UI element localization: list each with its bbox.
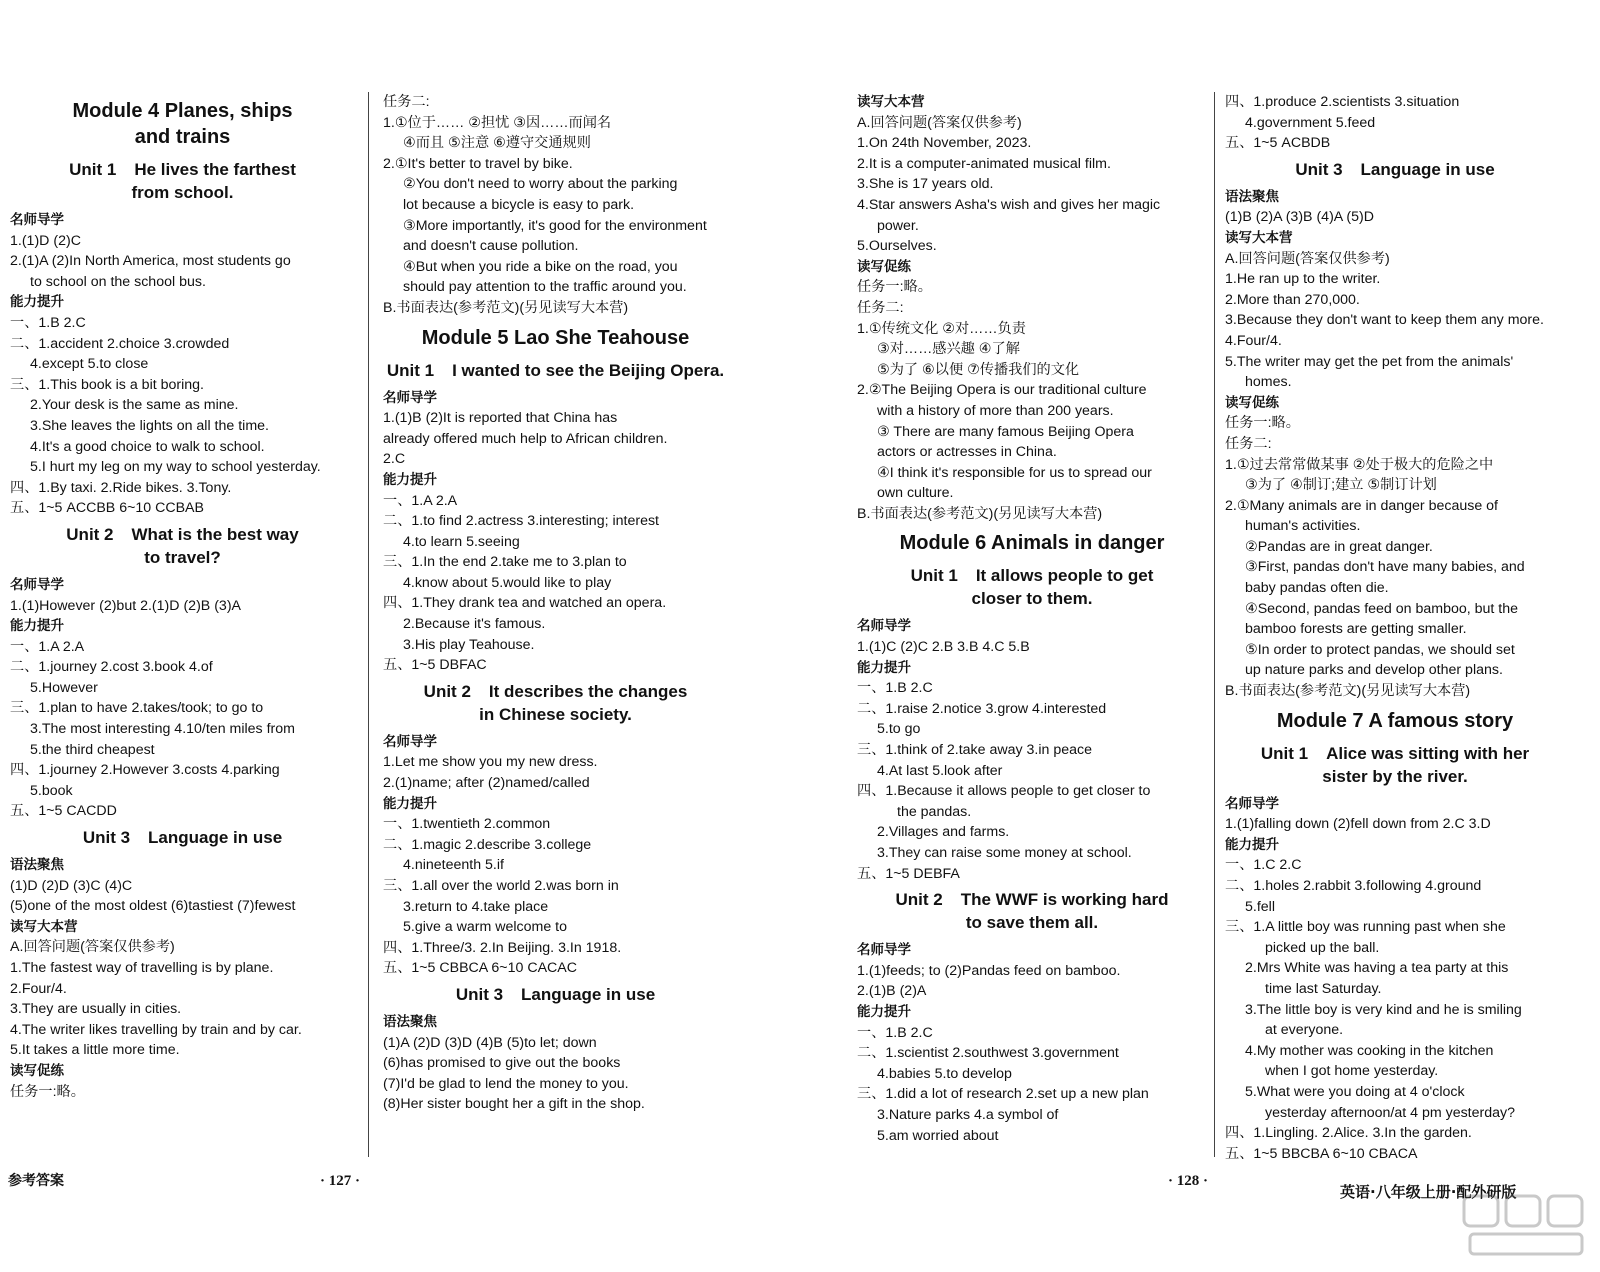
answer-line: 1.①位于…… ②担忧 ③因……而闻名 bbox=[383, 114, 612, 131]
answer-line: 二、1.holes 2.rabbit 3.following 4.ground bbox=[1225, 878, 1482, 894]
answer-line: 4.Star answers Asha's wish and gives her magic bbox=[857, 196, 1161, 213]
answer-line: 4.At last 5.look after bbox=[877, 762, 1003, 779]
answer-line: 三、1.In the end 2.take me to 3.plan to bbox=[383, 554, 627, 571]
answer-line: 2.More than 270,000. bbox=[1225, 291, 1360, 308]
answer-line: 一、1.A 2.A bbox=[10, 638, 85, 655]
answer-line: actors or actresses in China. bbox=[877, 444, 1057, 461]
unit-heading-line bbox=[857, 911, 1207, 934]
page-number-right: · 128 · bbox=[1168, 1173, 1209, 1189]
column-divider bbox=[1214, 92, 1215, 1157]
answer-line: ④I think it's responsible for us to spread our bbox=[877, 464, 1152, 481]
section-heading: 能力提升 bbox=[1225, 836, 1279, 853]
answer-line: A.回答问题(答案仅供参考) bbox=[857, 114, 1022, 131]
unit-heading-line bbox=[10, 158, 355, 181]
answer-line: 任务二: bbox=[857, 299, 904, 316]
section-heading: 语法聚焦 bbox=[1225, 188, 1279, 205]
unit-heading-line bbox=[383, 680, 728, 703]
answer-line: ④而且 ⑤注意 ⑥遵守交通规则 bbox=[403, 135, 591, 152]
section-heading: 名师导学 bbox=[10, 212, 64, 228]
module-heading-line: Module 7 A famous story bbox=[1276, 709, 1514, 732]
section-heading: 名师导学 bbox=[857, 618, 911, 635]
unit-title: Language in use bbox=[148, 828, 283, 848]
answer-line: 5.What were you doing at 4 o'clock bbox=[1245, 1083, 1465, 1100]
section-heading: 读写大本营 bbox=[1225, 229, 1293, 246]
answer-line: and doesn't cause pollution. bbox=[403, 238, 579, 255]
answer-line: to school on the school bus. bbox=[30, 273, 206, 290]
unit-heading bbox=[383, 359, 728, 382]
answer-line: 1.He ran up to the writer. bbox=[1225, 271, 1381, 288]
column-1 bbox=[10, 92, 355, 1102]
unit-heading bbox=[1225, 742, 1565, 788]
answer-line: 四、1.Because it allows people to get closer to bbox=[857, 783, 1151, 800]
answer-line: B.书面表达(参考范文)(另见读写大本营) bbox=[383, 299, 629, 316]
module-heading-line: Module 5 Lao She Teahouse bbox=[421, 326, 690, 349]
answer-line: 任务一:略。 bbox=[10, 1083, 85, 1100]
unit-heading bbox=[10, 826, 355, 849]
answer-line: 五、1~5 DBFAC bbox=[383, 657, 487, 674]
unit-heading-line bbox=[857, 888, 1207, 911]
answer-line: should pay attention to the traffic around you. bbox=[403, 279, 687, 296]
unit-heading-line bbox=[10, 546, 355, 569]
answer-line: yesterday afternoon/at 4 pm yesterday? bbox=[1265, 1104, 1515, 1121]
answer-line: 2.It is a computer-animated musical film. bbox=[857, 155, 1111, 172]
answer-line: 5.The writer may get the pet from the animals' bbox=[1225, 353, 1514, 370]
answer-line: 任务二: bbox=[1225, 435, 1272, 452]
answer-line: 三、1.plan to have 2.takes/took; to go to bbox=[10, 700, 264, 717]
answer-line: 1.(1)C (2)C 2.B 3.B 4.C 5.B bbox=[857, 639, 1030, 656]
answer-line: 三、1.This book is a bit boring. bbox=[10, 376, 204, 393]
answer-line: 2.Four/4. bbox=[10, 980, 67, 997]
answer-line: 2.(1)B (2)A bbox=[857, 983, 927, 1000]
answer-line: 1.①过去常常做某事 ②处于极大的危险之中 bbox=[1225, 456, 1494, 473]
answer-line: ③对……感兴趣 ④了解 bbox=[877, 341, 1020, 358]
unit-label: Unit 3 bbox=[1295, 159, 1343, 179]
answer-line: (1)A (2)D (3)D (4)B (5)to let; down bbox=[383, 1034, 597, 1051]
answer-line: 1.Let me show you my new dress. bbox=[383, 754, 598, 771]
answer-line: (6)has promised to give out the books bbox=[383, 1055, 621, 1072]
answer-line: 4.My mother was cooking in the kitchen bbox=[1245, 1042, 1494, 1059]
answer-line: lot because a bicycle is easy to park. bbox=[403, 196, 635, 213]
answer-line: human's activities. bbox=[1245, 518, 1361, 535]
answer-line: 2.Mrs White was having a tea party at this bbox=[1245, 960, 1509, 977]
section-heading: 名师导学 bbox=[1225, 795, 1279, 812]
section-heading: 能力提升 bbox=[857, 659, 911, 676]
unit-heading-line bbox=[383, 983, 728, 1006]
answer-line: 三、1.did a lot of research 2.set up a new plan bbox=[857, 1086, 1149, 1103]
answer-line: 一、1.C 2.C bbox=[1225, 857, 1302, 874]
answer-line: B.书面表达(参考范文)(另见读写大本营) bbox=[857, 505, 1103, 522]
answer-line: 1.(1)B (2)It is reported that China has bbox=[383, 410, 618, 427]
section-heading: 读写大本营 bbox=[10, 918, 78, 935]
unit-heading bbox=[10, 158, 355, 204]
footer-book-title: 英语·八年级上册·配外研版 bbox=[1340, 1183, 1517, 1201]
answer-line: with a history of more than 200 years. bbox=[877, 402, 1114, 419]
answer-line: 4.to learn 5.seeing bbox=[403, 533, 520, 550]
answer-line: 4.nineteenth 5.if bbox=[403, 857, 504, 874]
section-heading: 语法聚焦 bbox=[10, 857, 64, 874]
answer-line: 5.to go bbox=[877, 721, 921, 738]
unit-heading-line bbox=[857, 564, 1207, 587]
unit-heading-line bbox=[1225, 742, 1565, 765]
answer-line: 一、1.twentieth 2.common bbox=[383, 816, 551, 833]
answer-line: ③First, pandas don't have many babies, and bbox=[1245, 559, 1525, 576]
answer-line: 4.It's a good choice to walk to school. bbox=[30, 438, 265, 455]
answer-line: 2.①Many animals are in danger because of bbox=[1225, 497, 1498, 514]
answer-line: ④Second, pandas feed on bamboo, but the bbox=[1245, 600, 1519, 617]
answer-line: 3.Nature parks 4.a symbol of bbox=[877, 1106, 1059, 1123]
answer-line: 二、1.to find 2.actress 3.interesting; interest bbox=[383, 513, 659, 530]
unit-title: What is the best way bbox=[131, 524, 299, 544]
column-4 bbox=[1225, 92, 1565, 1164]
answer-line: ⑤In order to protect pandas, we should set bbox=[1245, 641, 1515, 658]
answer-line: 1.(1)D (2)C bbox=[10, 232, 81, 249]
unit-heading bbox=[1225, 158, 1565, 181]
answer-line: 1.(1)However (2)but 2.(1)D (2)B (3)A bbox=[10, 597, 242, 614]
answer-line: 2.Because it's famous. bbox=[403, 616, 546, 633]
answer-line: A.回答问题(答案仅供参考) bbox=[10, 939, 175, 956]
answer-line: time last Saturday. bbox=[1265, 980, 1382, 997]
answer-line: 任务一:略。 bbox=[857, 279, 932, 296]
answer-line: 二、1.magic 2.describe 3.college bbox=[383, 836, 592, 853]
module-heading-line: and trains bbox=[134, 126, 231, 148]
section-heading: 能力提升 bbox=[10, 618, 64, 635]
answer-line: when I got home yesterday. bbox=[1265, 1063, 1439, 1080]
answer-line: 5.the third cheapest bbox=[30, 741, 155, 758]
unit-label: Unit 2 bbox=[423, 681, 471, 701]
unit-label: Unit 1 bbox=[386, 360, 435, 380]
unit-title: It allows people to get bbox=[975, 566, 1154, 586]
section-heading: 能力提升 bbox=[383, 471, 437, 488]
answer-line: (1)B (2)A (3)B (4)A (5)D bbox=[1225, 209, 1374, 226]
module-heading bbox=[1225, 708, 1565, 734]
section-heading: 能力提升 bbox=[383, 795, 437, 812]
answer-line: (1)D (2)D (3)C (4)C bbox=[10, 877, 133, 894]
unit-heading-line bbox=[10, 523, 355, 546]
answer-line: 3.return to 4.take place bbox=[403, 898, 549, 915]
answer-line: 1.On 24th November, 2023. bbox=[857, 135, 1032, 152]
answer-line: 4.The writer likes travelling by train and by car. bbox=[10, 1021, 302, 1038]
answer-line: 五、1~5 ACBDB bbox=[1225, 135, 1331, 152]
unit-heading bbox=[857, 888, 1207, 934]
section-heading: 读写促练 bbox=[1225, 394, 1279, 411]
answer-line: own culture. bbox=[877, 485, 954, 502]
section-heading: 语法聚焦 bbox=[383, 1013, 437, 1030]
answer-line: homes. bbox=[1245, 374, 1292, 391]
answer-line: 二、1.raise 2.notice 3.grow 4.interested bbox=[857, 700, 1107, 717]
module-heading bbox=[10, 98, 355, 150]
unit-label: Unit 2 bbox=[895, 890, 943, 910]
unit-label: Unit 1 bbox=[910, 566, 958, 586]
answer-line: 5.Ourselves. bbox=[857, 238, 937, 255]
answer-line: up nature parks and develop other plans. bbox=[1245, 662, 1503, 679]
answer-line: 一、1.A 2.A bbox=[383, 492, 458, 509]
module-heading-line: Module 4 Planes, ships bbox=[72, 100, 293, 122]
answer-line: (5)one of the most oldest (6)tastiest (7)fewest bbox=[10, 898, 296, 915]
unit-title: Language in use bbox=[521, 984, 656, 1004]
answer-line: 4.know about 5.would like to play bbox=[403, 574, 612, 591]
section-heading: 名师导学 bbox=[10, 576, 64, 593]
section-heading: 名师导学 bbox=[857, 942, 911, 959]
answer-line: 5.give a warm welcome to bbox=[403, 919, 568, 936]
unit-title: Alice was sitting with her bbox=[1326, 743, 1530, 763]
unit-label: Unit 2 bbox=[66, 524, 114, 544]
answer-line: 4.except 5.to close bbox=[30, 356, 149, 373]
answer-line: 2.(1)A (2)In North America, most students go bbox=[10, 253, 291, 270]
unit-label: Unit 3 bbox=[82, 828, 131, 848]
unit-title: Language in use bbox=[1360, 159, 1495, 179]
answer-line: 1.(1)feeds; to (2)Pandas feed on bamboo. bbox=[857, 962, 1121, 979]
unit-title: in Chinese society. bbox=[479, 704, 632, 724]
unit-heading-line bbox=[857, 587, 1207, 610]
answer-line: 五、1~5 CACDD bbox=[10, 803, 117, 820]
answer-line: 1.①传统文化 ②对……负责 bbox=[857, 320, 1026, 337]
unit-heading-line bbox=[1225, 158, 1565, 181]
module-heading-line: Module 6 Animals in danger bbox=[899, 532, 1165, 555]
answer-line: 四、1.Three/3. 2.In Beijing. 3.In 1918. bbox=[383, 939, 622, 956]
answer-line: 一、1.B 2.C bbox=[857, 1024, 933, 1041]
answer-line: 任务一:略。 bbox=[1225, 415, 1300, 432]
unit-label: Unit 1 bbox=[69, 160, 117, 179]
module-heading bbox=[857, 530, 1207, 556]
answer-line: (7)I'd be glad to lend the money to you. bbox=[383, 1075, 629, 1092]
watermark-logo bbox=[1460, 1190, 1590, 1260]
answer-line: 三、1.A little boy was running past when she bbox=[1225, 919, 1506, 936]
unit-heading bbox=[383, 983, 728, 1006]
answer-line: 5.book bbox=[30, 782, 73, 799]
answer-line: 2.(1)name; after (2)named/called bbox=[383, 775, 590, 792]
footer-section-label: 参考答案 bbox=[8, 1173, 64, 1189]
answer-line: 2.Your desk is the same as mine. bbox=[30, 397, 239, 414]
answer-line: 一、1.B 2.C bbox=[10, 314, 86, 331]
answer-line: 任务二: bbox=[383, 94, 430, 110]
unit-title: I wanted to see the Beijing Opera. bbox=[452, 360, 725, 380]
answer-line: already offered much help to African children. bbox=[383, 430, 668, 447]
unit-heading-line bbox=[10, 826, 355, 849]
unit-title: to travel? bbox=[144, 547, 221, 567]
answer-line: 五、1~5 CBBCA 6~10 CACAC bbox=[383, 960, 577, 977]
unit-title: closer to them. bbox=[971, 589, 1093, 609]
answer-line: ②You don't need to worry about the parking bbox=[403, 176, 678, 193]
answer-line: 二、1.accident 2.choice 3.crowded bbox=[10, 335, 230, 352]
unit-heading bbox=[10, 523, 355, 569]
answer-line: 一、1.B 2.C bbox=[857, 680, 933, 697]
page-number-left: · 127 · bbox=[320, 1173, 361, 1189]
answer-line: A.回答问题(答案仅供参考) bbox=[1225, 250, 1390, 267]
answer-line: 1.The fastest way of travelling is by plane. bbox=[10, 960, 274, 976]
unit-heading bbox=[857, 564, 1207, 610]
column-2 bbox=[383, 92, 728, 1115]
unit-heading-line bbox=[1225, 765, 1565, 788]
unit-heading-line bbox=[10, 181, 355, 204]
answer-line: 2.①It's better to travel by bike. bbox=[383, 155, 573, 172]
answer-line: 三、1.think of 2.take away 3.in peace bbox=[857, 742, 1093, 759]
answer-line: 3.She is 17 years old. bbox=[857, 176, 994, 193]
answer-line: 4.government 5.feed bbox=[1245, 114, 1376, 131]
answer-line: ⑤为了 ⑥以便 ⑦传播我们的文化 bbox=[877, 361, 1080, 378]
answer-line: ②Pandas are in great danger. bbox=[1245, 538, 1433, 555]
answer-line: the pandas. bbox=[897, 803, 972, 820]
section-heading: 读写大本营 bbox=[857, 94, 925, 110]
answer-line: 3.His play Teahouse. bbox=[403, 636, 535, 653]
answer-line: 3.They are usually in cities. bbox=[10, 1001, 182, 1018]
section-heading: 读写促练 bbox=[10, 1062, 64, 1079]
unit-title: It describes the changes bbox=[488, 681, 688, 701]
answer-line: (8)Her sister bought her a gift in the shop. bbox=[383, 1096, 645, 1113]
section-heading: 名师导学 bbox=[383, 733, 437, 750]
answer-line: 五、1~5 DEBFA bbox=[857, 865, 960, 882]
section-heading: 能力提升 bbox=[10, 294, 64, 311]
answer-line: ③为了 ④制订;建立 ⑤制订计划 bbox=[1245, 477, 1437, 494]
unit-title: to save them all. bbox=[965, 913, 1099, 933]
answer-line: 五、1~5 ACCBB 6~10 CCBAB bbox=[10, 500, 204, 517]
module-heading bbox=[383, 325, 728, 351]
answer-line: ③ There are many famous Beijing Opera bbox=[877, 423, 1134, 440]
unit-heading bbox=[383, 680, 728, 726]
section-heading: 名师导学 bbox=[383, 389, 437, 406]
answer-line: at everyone. bbox=[1265, 1022, 1344, 1039]
answer-line: 2.②The Beijing Opera is our traditional culture bbox=[857, 382, 1147, 399]
answer-line: 5.However bbox=[30, 679, 98, 696]
answer-line: 3.She leaves the lights on all the time. bbox=[30, 417, 269, 434]
answer-line: B.书面表达(参考范文)(另见读写大本营) bbox=[1225, 683, 1471, 700]
unit-title: from school. bbox=[131, 183, 234, 202]
answer-line: 2.C bbox=[383, 451, 406, 468]
answer-line: picked up the ball. bbox=[1265, 939, 1380, 956]
section-heading: 能力提升 bbox=[857, 1003, 911, 1020]
answer-line: 4.babies 5.to develop bbox=[877, 1065, 1012, 1082]
unit-title: sister by the river. bbox=[1322, 766, 1468, 786]
unit-heading-line bbox=[383, 703, 728, 726]
answer-line: 四、1.Lingling. 2.Alice. 3.In the garden. bbox=[1225, 1125, 1472, 1142]
answer-line: 4.Four/4. bbox=[1225, 332, 1282, 349]
answer-line: 二、1.journey 2.cost 3.book 4.of bbox=[10, 659, 213, 676]
answer-line: 三、1.all over the world 2.was born in bbox=[383, 878, 619, 894]
answer-line: 5.I hurt my leg on my way to school yesterday. bbox=[30, 459, 321, 476]
answer-line: 四、1.By taxi. 2.Ride bikes. 3.Tony. bbox=[10, 479, 232, 496]
answer-line: 四、1.journey 2.However 3.costs 4.parking bbox=[10, 762, 280, 779]
answer-line: 5.am worried about bbox=[877, 1127, 999, 1144]
section-heading: 读写促练 bbox=[857, 258, 911, 275]
unit-title: The WWF is working hard bbox=[960, 890, 1169, 910]
answer-line: 3.The little boy is very kind and he is smiling bbox=[1245, 1001, 1522, 1018]
unit-label: Unit 1 bbox=[1260, 743, 1309, 763]
answer-line: 四、1.They drank tea and watched an opera. bbox=[383, 595, 667, 612]
answer-line: 5.It takes a little more time. bbox=[10, 1042, 180, 1059]
unit-label: Unit 3 bbox=[455, 984, 504, 1004]
column-divider bbox=[368, 92, 369, 1157]
column-3 bbox=[857, 92, 1207, 1146]
answer-line: ③More importantly, it's good for the environment bbox=[403, 217, 707, 234]
answer-line: power. bbox=[877, 217, 919, 234]
answer-line: 3.The most interesting 4.10/ten miles from bbox=[30, 721, 295, 738]
answer-line: 3.Because they don't want to keep them any more. bbox=[1225, 312, 1544, 329]
unit-heading-line bbox=[383, 359, 728, 382]
answer-line: 2.Villages and farms. bbox=[877, 824, 1010, 841]
answer-line: 四、1.produce 2.scientists 3.situation bbox=[1225, 94, 1460, 110]
answer-line: 5.fell bbox=[1245, 898, 1275, 915]
unit-title: He lives the farthest bbox=[134, 160, 296, 179]
answer-line: 五、1~5 BBCBA 6~10 CBACA bbox=[1225, 1145, 1418, 1162]
answer-line: bamboo forests are getting smaller. bbox=[1245, 621, 1467, 638]
answer-line: 1.(1)falling down (2)fell down from 2.C 3.D bbox=[1225, 816, 1491, 833]
answer-line: 二、1.scientist 2.southwest 3.government bbox=[857, 1045, 1119, 1062]
answer-line: ④But when you ride a bike on the road, you bbox=[403, 258, 678, 275]
answer-line: baby pandas often die. bbox=[1245, 580, 1389, 597]
answer-line: 3.They can raise some money at school. bbox=[877, 845, 1132, 861]
